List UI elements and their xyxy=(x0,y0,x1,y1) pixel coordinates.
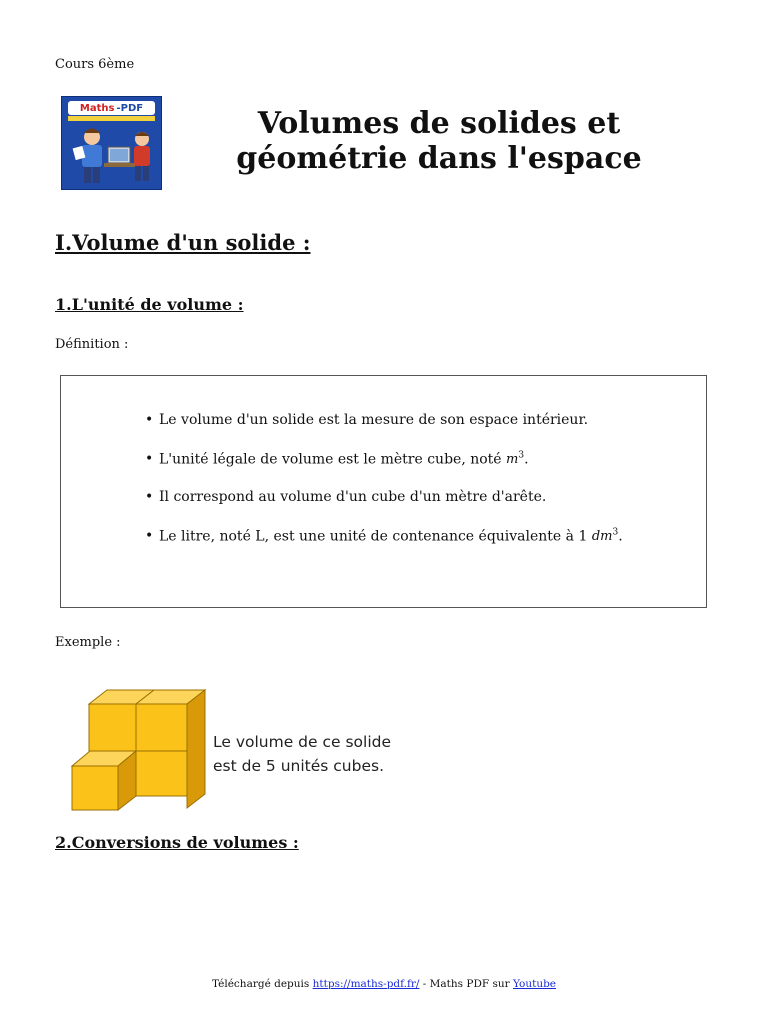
logo-illustration xyxy=(62,97,161,189)
definition-box xyxy=(60,375,707,608)
definition-label: Définition : xyxy=(55,337,129,352)
cube-front xyxy=(136,704,187,751)
section-heading-volume: I.Volume d'un solide : xyxy=(55,230,311,255)
math-unit: $m^3$ xyxy=(506,450,525,467)
cube-front xyxy=(89,704,136,751)
footer-youtube-link[interactable]: Youtube xyxy=(513,978,557,990)
footer-site-link[interactable]: https://maths-pdf.fr/ xyxy=(312,978,420,990)
definition-list xyxy=(145,412,623,566)
definition-item: • Le litre, noté L, est une unité de contenance équivalente à 1 $dm^3$. xyxy=(145,528,623,567)
subsection-heading-conversions: 2.Conversions de volumes : xyxy=(55,833,299,852)
cube-side xyxy=(187,690,205,808)
definition-item: • L'unité légale de volume est le mètre cube, noté $m^3$. xyxy=(145,451,623,490)
unit-cubes-illustration xyxy=(62,686,222,816)
maths-pdf-logo xyxy=(61,96,162,190)
page-title: Volumes de solides et géométrie dans l'espace xyxy=(236,106,642,176)
footer-middle: - Maths PDF sur xyxy=(419,978,513,990)
course-label: Cours 6ème xyxy=(55,57,135,72)
subsection-heading-unit: 1.L'unité de volume : xyxy=(55,295,244,314)
example-caption-line2: est de 5 unités cubes. xyxy=(213,757,384,775)
definition-item: • Le volume d'un solide est la mesure de son espace intérieur. xyxy=(145,412,623,451)
footer-prefix: Téléchargé depuis xyxy=(211,978,313,990)
cube-front xyxy=(72,766,118,810)
definition-item: • Il correspond au volume d'un cube d'un mètre d'arête. xyxy=(145,489,623,528)
math-unit: $dm^3$ xyxy=(591,527,619,544)
example-label: Exemple : xyxy=(55,635,121,650)
example-caption-line1: Le volume de ce solide xyxy=(213,733,392,751)
logo-brand-part1: Maths xyxy=(79,102,115,114)
cube-front xyxy=(136,751,187,796)
footer xyxy=(0,978,768,990)
logo-brand-part2: -PDF xyxy=(116,102,144,114)
example-caption xyxy=(213,730,391,778)
